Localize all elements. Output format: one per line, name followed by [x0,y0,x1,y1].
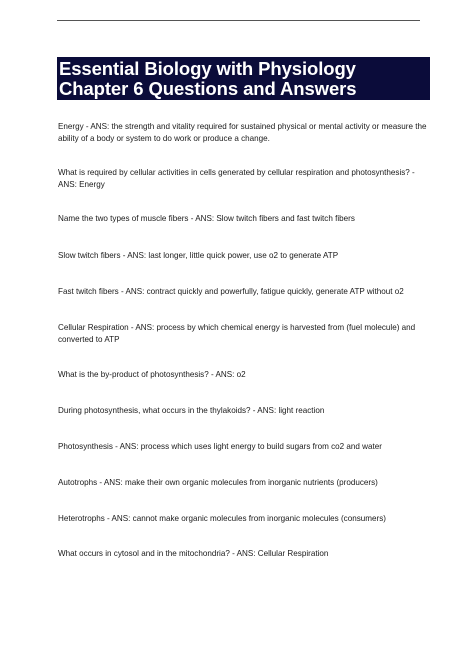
qa-item-thylakoids: During photosynthesis, what occurs in the thylakoids? - ANS: light reaction [58,406,325,415]
qa-item-slow-twitch: Slow twitch fibers - ANS: last longer, little quick power, use o2 to generate ATP [58,251,339,260]
top-divider [57,20,420,21]
qa-item-muscle-fiber-types: Name the two types of muscle fibers - ANS: Slow twitch fibers and fast twitch fibers [58,214,355,223]
qa-item-energy: Energy - ANS: the strength and vitality required for sustained physical or mental activity or measure the ability of a body or system to do work or produce a change. [58,122,427,143]
qa-item-heterotrophs: Heterotrophs - ANS: cannot make organic molecules from inorganic molecules (consumers) [58,514,386,523]
title-line-1: Essential Biology with Physiology [59,58,356,79]
qa-item-photosynthesis: Photosynthesis - ANS: process which uses light energy to build sugars from co2 and water [58,442,382,451]
qa-item-autotrophs: Autotrophs - ANS: make their own organic molecules from inorganic nutrients (producers) [58,478,378,487]
qa-item-energy-required: What is required by cellular activities in cells generated by cellular respiration and photosynthesis? - ANS: Energy [58,168,415,189]
qa-item-photosynthesis-byproduct: What is the by-product of photosynthesis? - ANS: o2 [58,370,246,379]
qa-item-cytosol-mitochondria: What occurs in cytosol and in the mitochondria? - ANS: Cellular Respiration [58,549,329,558]
title-line-2: Chapter 6 Questions and Answers [59,78,357,99]
qa-item-fast-twitch: Fast twitch fibers - ANS: contract quickly and powerfully, fatigue quickly, generate ATP without o2 [58,287,404,296]
qa-item-cellular-respiration: Cellular Respiration - ANS: process by which chemical energy is harvested from (fuel molecule) and converted to ATP [58,323,416,344]
document-title [57,57,430,100]
